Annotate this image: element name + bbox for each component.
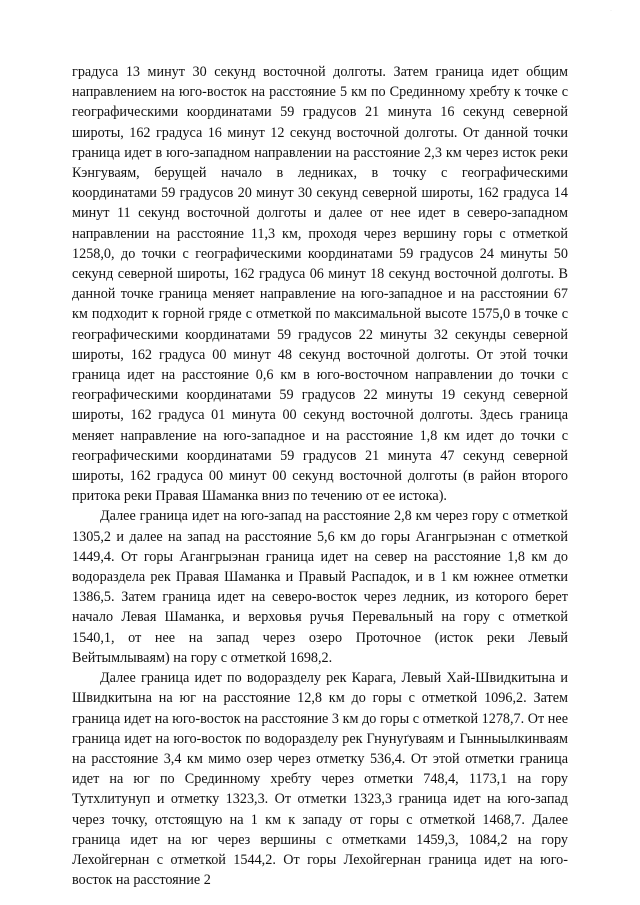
paragraph-2: Далее граница идет на юго-запад на расстояние 2,8 км через гору с отметкой 1305,2 и далее на запад на расстояние 5,6 км до горы Агангрыэнан с отметкой 1449,4. От горы Агангрыэнан граница идет на север на расстояние 1,8 км до водораздела рек Правая Шаманка и Правый Распадок, и в 1 км южнее отметки 1386,5. Затем граница идет на северо-восток через ледник, из которого берет начало Левая Шаманка, и верховья ручья Перевальный на гору с отметкой 1540,1, от нее на запад через озеро Проточное (исток реки Левый Вейтымлываям) на гору с отметкой 1698,2. xyxy=(72,508,568,666)
paragraph-3: Далее граница идет по водоразделу рек Карага, Левый Хай-Швидкитына и Швидкитына на юг на расстояние 12,8 км до горы с отметкой 1096,2. Затем граница идет на юго-восток на расстояние 3 км до горы с отметкой 1278,7. От нее граница идет на юго-восток по водоразделу рек Гнунуґуваям и Гынныылкинваям на расстояние 3,4 км мимо озер через отметку 536,4. От этой отметки граница идет на юг по Срединному хребту через отметки 748,4, 1173,1 на гору Тутхлитунуп и отметку 1323,3. От отметки 1323,3 граница идет на юго-запад через точку, отстоящую на 1 км к западу от горы с отметкой 1468,7. Далее граница идет на юг через вершины с отметками 1459,3, 1084,2 на гору Лехойгернан с отметкой 1544,2. От горы Лехойгернан граница идет на юго-восток на расстояние 2 xyxy=(72,670,568,889)
document-body xyxy=(72,62,568,890)
paragraph-continuation: градуса 13 минут 30 секунд восточной долготы. Затем граница идет общим направлением на юго-восток на расстояние 5 км по Срединному хребту к точке с географическими координатами 59 градусов 21 минута 16 секунд северной широты, 162 градуса 16 минут 12 секунд восточной долготы. От данной точки граница идет в юго-западном направлении на расстояние 2,3 км через исток реки Кэнгуваям, берущей начало в ледниках, в точку с географическими координатами 59 градусов 20 минут 30 секунд северной широты, 162 градуса 14 минут 11 секунд восточной долготы и далее от нее идет в северо-западном направлении на расстояние 11,3 км, проходя через вершину горы с отметкой 1258,0, до точки с географическими координатами 59 градусов 24 минуты 50 секунд северной широты, 162 градуса 06 минут 18 секунд восточной долготы. В данной точке граница меняет направление на юго-западное и на расстоянии 67 км подходит к горной гряде с отметкой по максимальной высоте 1575,0 в точке с географическими координатами 59 градусов 22 минуты 32 секунды северной широты, 162 градуса 00 минут 48 секунд восточной долготы. От этой точки граница идет на расстояние 0,6 км в юго-восточном направлении до точки с географическими координатами 59 градусов 22 минуты 19 секунд северной широты, 162 градуса 01 минута 00 секунд восточной долготы. Здесь граница меняет направление на юго-западное и на расстояние 1,8 км идет до точки с географическими координатами 59 градусов 21 минута 47 секунд северной широты, 162 градуса 00 минут 00 секунд восточной долготы (в район второго притока реки Правая Шаманка вниз по течению от ее истока). xyxy=(72,64,568,505)
scan-corner-mark: · xyxy=(610,8,612,14)
